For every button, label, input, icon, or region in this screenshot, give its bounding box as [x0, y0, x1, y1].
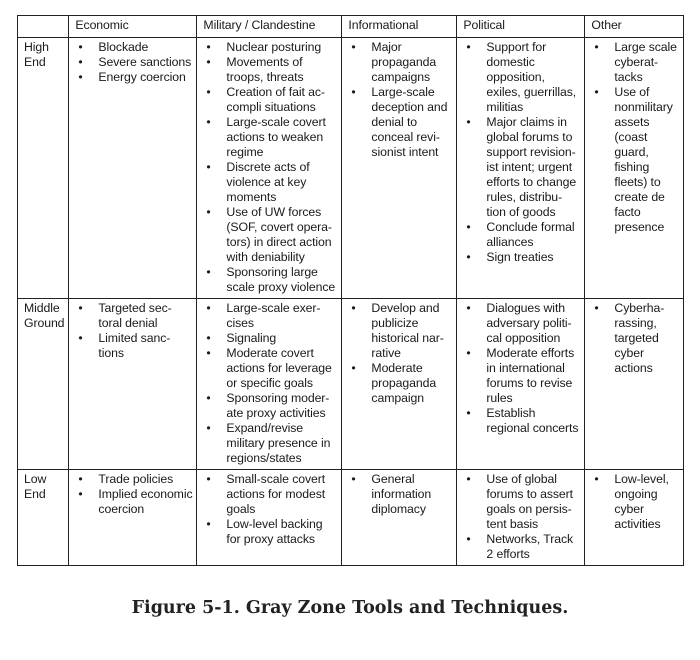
bullet-item: • Signaling — [197, 331, 338, 346]
cell-high-end-military — [197, 38, 342, 299]
bullet-item: • Use of global forums to assert goals on persis-tent basis — [457, 472, 581, 532]
bullet-item: • Sponsoring moder-ate proxy activities — [197, 391, 338, 421]
header-row — [18, 16, 684, 38]
row-label-middle-ground — [18, 299, 69, 470]
bullet-list — [457, 301, 581, 436]
bullet-item: • Establish regional concerts — [457, 406, 581, 436]
bullet-item: • Dialogues with adversary politi-cal opposition — [457, 301, 581, 346]
bullet-item: • Conclude formal alliances — [457, 220, 581, 250]
bullet-item: • General information diplomacy — [342, 472, 453, 517]
bullet-item: • Limited sanc-tions — [69, 331, 193, 361]
bullet-item: • Support for domestic opposition, exiles, guerrillas, militias — [457, 40, 581, 115]
header-cell-corner — [18, 16, 69, 38]
cell-middle-ground-economic — [69, 299, 197, 470]
bullet-item: • Blockade — [69, 40, 193, 55]
bullet-item: • Low-level, ongoing cyber activities — [585, 472, 680, 532]
bullet-list — [197, 301, 338, 466]
bullet-item: • Low-level backing for proxy attacks — [197, 517, 338, 547]
bullet-item: • Large scale cyberat-tacks — [585, 40, 680, 85]
bullet-item: • Moderate propaganda campaign — [342, 361, 453, 406]
bullet-item: • Movements of troops, threats — [197, 55, 338, 85]
bullet-item: • Sponsoring large scale proxy violence — [197, 265, 338, 295]
table-body — [18, 38, 684, 566]
bullet-item: • Large-scale covert actions to weaken regime — [197, 115, 338, 160]
bullet-item: • Trade policies — [69, 472, 193, 487]
row-label-line: Ground — [24, 316, 65, 330]
cell-middle-ground-military — [197, 299, 342, 470]
cell-middle-ground-other — [585, 299, 684, 470]
row-label-line: High — [24, 40, 49, 54]
table-row-middle-ground — [18, 299, 684, 470]
header-cell-other: Other — [585, 16, 684, 38]
bullet-item: • Networks, Track 2 efforts — [457, 532, 581, 562]
bullet-item: • Develop and publicize historical nar-rative — [342, 301, 453, 361]
bullet-list — [197, 472, 338, 547]
bullet-list — [342, 301, 453, 406]
cell-low-end-political — [457, 470, 585, 566]
cell-low-end-military — [197, 470, 342, 566]
bullet-list — [585, 472, 680, 532]
bullet-item: • Use of UW forces (SOF, covert opera-tors) in direct action with deniability — [197, 205, 338, 265]
bullet-item: • Major claims in global forums to support revision-ist intent; urgent efforts to change rules, distribu-tion of goods — [457, 115, 581, 220]
bullet-list — [457, 40, 581, 265]
bullet-item: • Moderate covert actions for leverage or specific goals — [197, 346, 338, 391]
header-cell-informational: Informational — [342, 16, 457, 38]
bullet-item: • Major propaganda campaigns — [342, 40, 453, 85]
bullet-item: • Small-scale covert actions for modest goals — [197, 472, 338, 517]
bullet-list — [342, 40, 453, 160]
cell-high-end-other — [585, 38, 684, 299]
bullet-item: • Use of nonmilitary assets (coast guard, fishing fleets) to create de facto presence — [585, 85, 680, 235]
bullet-item: • Energy coercion — [69, 70, 193, 85]
bullet-list — [585, 40, 680, 235]
bullet-item: • Moderate efforts in international forums to revise rules — [457, 346, 581, 406]
header-cell-economic: Economic — [69, 16, 197, 38]
bullet-list — [457, 472, 581, 562]
cell-low-end-other — [585, 470, 684, 566]
table-row-high-end — [18, 38, 684, 299]
bullet-item: • Creation of fait ac-compli situations — [197, 85, 338, 115]
figure-caption: Figure 5-1. Gray Zone Tools and Techniques. — [131, 598, 569, 618]
cell-middle-ground-political — [457, 299, 585, 470]
bullet-list — [69, 472, 193, 517]
row-label-low-end — [18, 470, 69, 566]
cell-middle-ground-informational — [342, 299, 457, 470]
bullet-item: • Large-scale exer-cises — [197, 301, 338, 331]
bullet-item: • Cyberha-rassing, targeted cyber actions — [585, 301, 680, 376]
row-label-line: Low — [24, 472, 47, 486]
cell-high-end-economic — [69, 38, 197, 299]
bullet-list — [69, 301, 193, 361]
row-label-high-end — [18, 38, 69, 299]
bullet-list — [197, 40, 338, 295]
bullet-list — [585, 301, 680, 376]
header-cell-military: Military / Clandestine — [197, 16, 342, 38]
cell-high-end-political — [457, 38, 585, 299]
bullet-item: • Severe sanctions — [69, 55, 193, 70]
bullet-item: • Targeted sec-toral denial — [69, 301, 193, 331]
bullet-item: • Sign treaties — [457, 250, 581, 265]
row-label-line: Middle — [24, 301, 60, 315]
bullet-item: • Implied economic coercion — [69, 487, 193, 517]
row-label-line: End — [24, 487, 46, 501]
row-label-line: End — [24, 55, 46, 69]
bullet-list — [342, 472, 453, 517]
table-row-low-end — [18, 470, 684, 566]
bullet-list — [69, 40, 193, 85]
bullet-item: • Expand/revise military presence in regions/states — [197, 421, 338, 466]
cell-low-end-economic — [69, 470, 197, 566]
gray-zone-table — [17, 15, 684, 566]
bullet-item: • Large-scale deception and denial to conceal revi-sionist intent — [342, 85, 453, 160]
header-cell-political: Political — [457, 16, 585, 38]
cell-low-end-informational — [342, 470, 457, 566]
bullet-item: • Discrete acts of violence at key moments — [197, 160, 338, 205]
bullet-item: • Nuclear posturing — [197, 40, 338, 55]
cell-high-end-informational — [342, 38, 457, 299]
